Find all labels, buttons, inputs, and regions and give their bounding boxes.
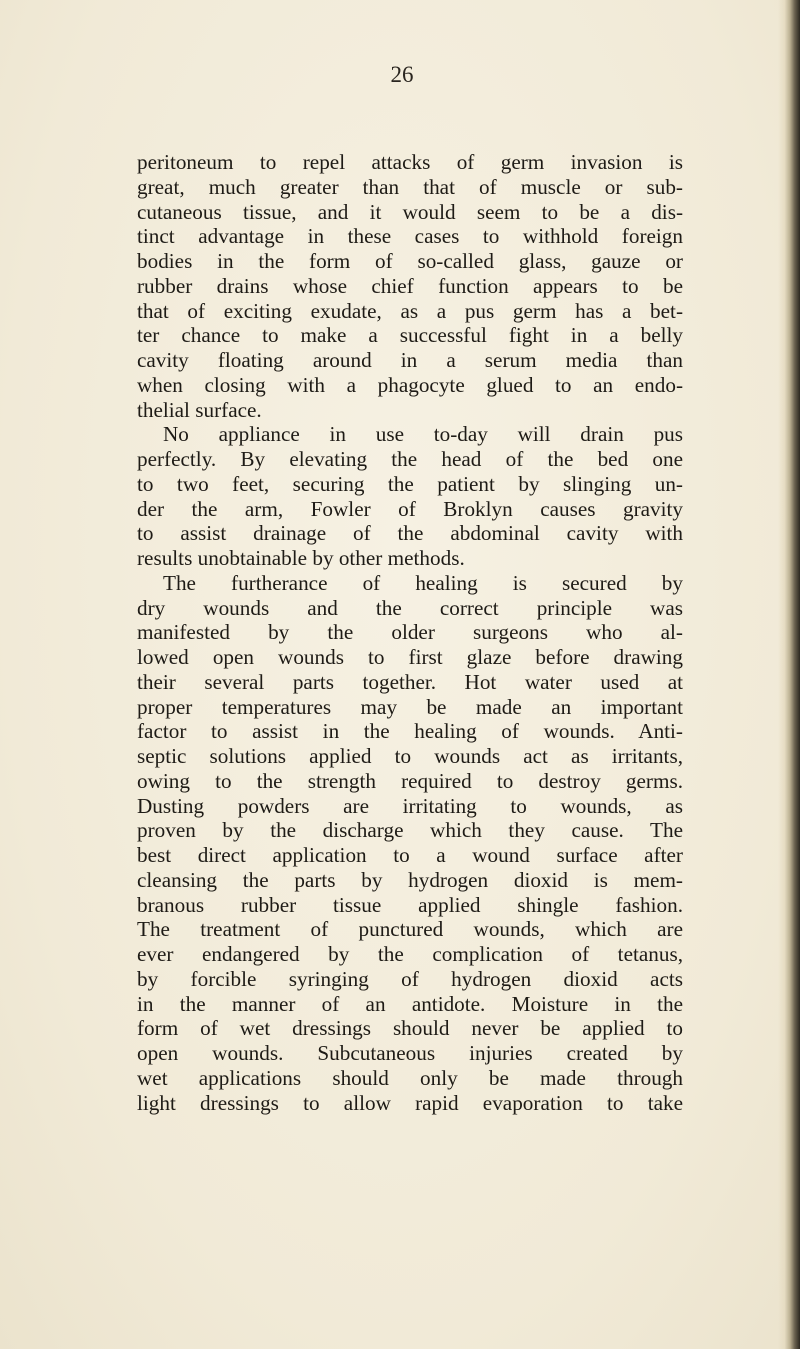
text-line: branous rubber tissue applied shingle fashion. xyxy=(137,892,683,917)
text-line: bodies in the form of so-called glass, gauze or xyxy=(137,249,683,273)
text-line: owing to the strength required to destroy germs. xyxy=(137,768,683,793)
text-line: thelial surface. xyxy=(137,397,262,422)
text-line: The furtherance of healing is secured by xyxy=(163,570,683,595)
text-line: that of exciting exudate, as a pus germ has a bet- xyxy=(137,298,683,323)
text-line: in the manner of an antidote. Moisture in the xyxy=(137,991,683,1016)
text-line: to two feet, securing the patient by slinging un- xyxy=(137,471,683,496)
text-line: The treatment of punctured wounds, which are xyxy=(137,917,683,942)
text-line: open wounds. Subcutaneous injuries created by xyxy=(137,1041,683,1065)
text-line: Dusting powders are irritating to wounds, as xyxy=(137,793,683,818)
text-line: cutaneous tissue, and it would seem to be a dis- xyxy=(137,199,683,224)
text-line: ter chance to make a successful fight in a belly xyxy=(137,323,683,348)
text-line: factor to assist in the healing of wounds. Anti- xyxy=(137,719,683,744)
text-line: manifested by the older surgeons who al- xyxy=(137,620,683,645)
text-line: light dressings to allow rapid evaporation to take xyxy=(137,1090,683,1115)
text-line: by forcible syringing of hydrogen dioxid acts xyxy=(137,966,683,991)
text-line: ever endangered by the complication of tetanus, xyxy=(137,942,683,966)
text-line: septic solutions applied to wounds act as irritants, xyxy=(137,744,683,768)
text-line: dry wounds and the correct principle was xyxy=(137,595,683,620)
text-line: wet applications should only be made through xyxy=(137,1065,683,1090)
text-line: No appliance in use to-day will drain pus xyxy=(163,422,683,447)
body-text xyxy=(137,150,683,1115)
text-line: best direct application to a wound surface after xyxy=(137,843,683,867)
text-line: cavity floating around in a serum media than xyxy=(137,348,683,372)
page-binding-edge xyxy=(778,0,800,1349)
text-line: peritoneum to repel attacks of germ invasion is xyxy=(137,150,683,174)
text-line: tinct advantage in these cases to withhold foreign xyxy=(137,224,683,249)
text-line: perfectly. By elevating the head of the bed one xyxy=(137,447,683,471)
text-line: great, much greater than that of muscle or sub- xyxy=(137,174,683,199)
text-line: when closing with a phagocyte glued to an endo- xyxy=(137,372,683,397)
text-line: rubber drains whose chief function appears to be xyxy=(137,273,683,298)
text-line: proven by the discharge which they cause. The xyxy=(137,818,683,843)
text-line: to assist drainage of the abdominal cavity with xyxy=(137,521,683,546)
text-line: der the arm, Fowler of Broklyn causes gravity xyxy=(137,496,683,521)
text-line: their several parts together. Hot water used at xyxy=(137,669,683,694)
text-line: cleansing the parts by hydrogen dioxid is mem- xyxy=(137,867,683,892)
text-line: results unobtainable by other methods. xyxy=(137,546,465,570)
text-line: lowed open wounds to first glaze before drawing xyxy=(137,645,683,669)
text-line: proper temperatures may be made an important xyxy=(137,694,683,719)
page-number: 26 xyxy=(390,62,414,87)
text-line: form of wet dressings should never be applied to xyxy=(137,1016,683,1041)
